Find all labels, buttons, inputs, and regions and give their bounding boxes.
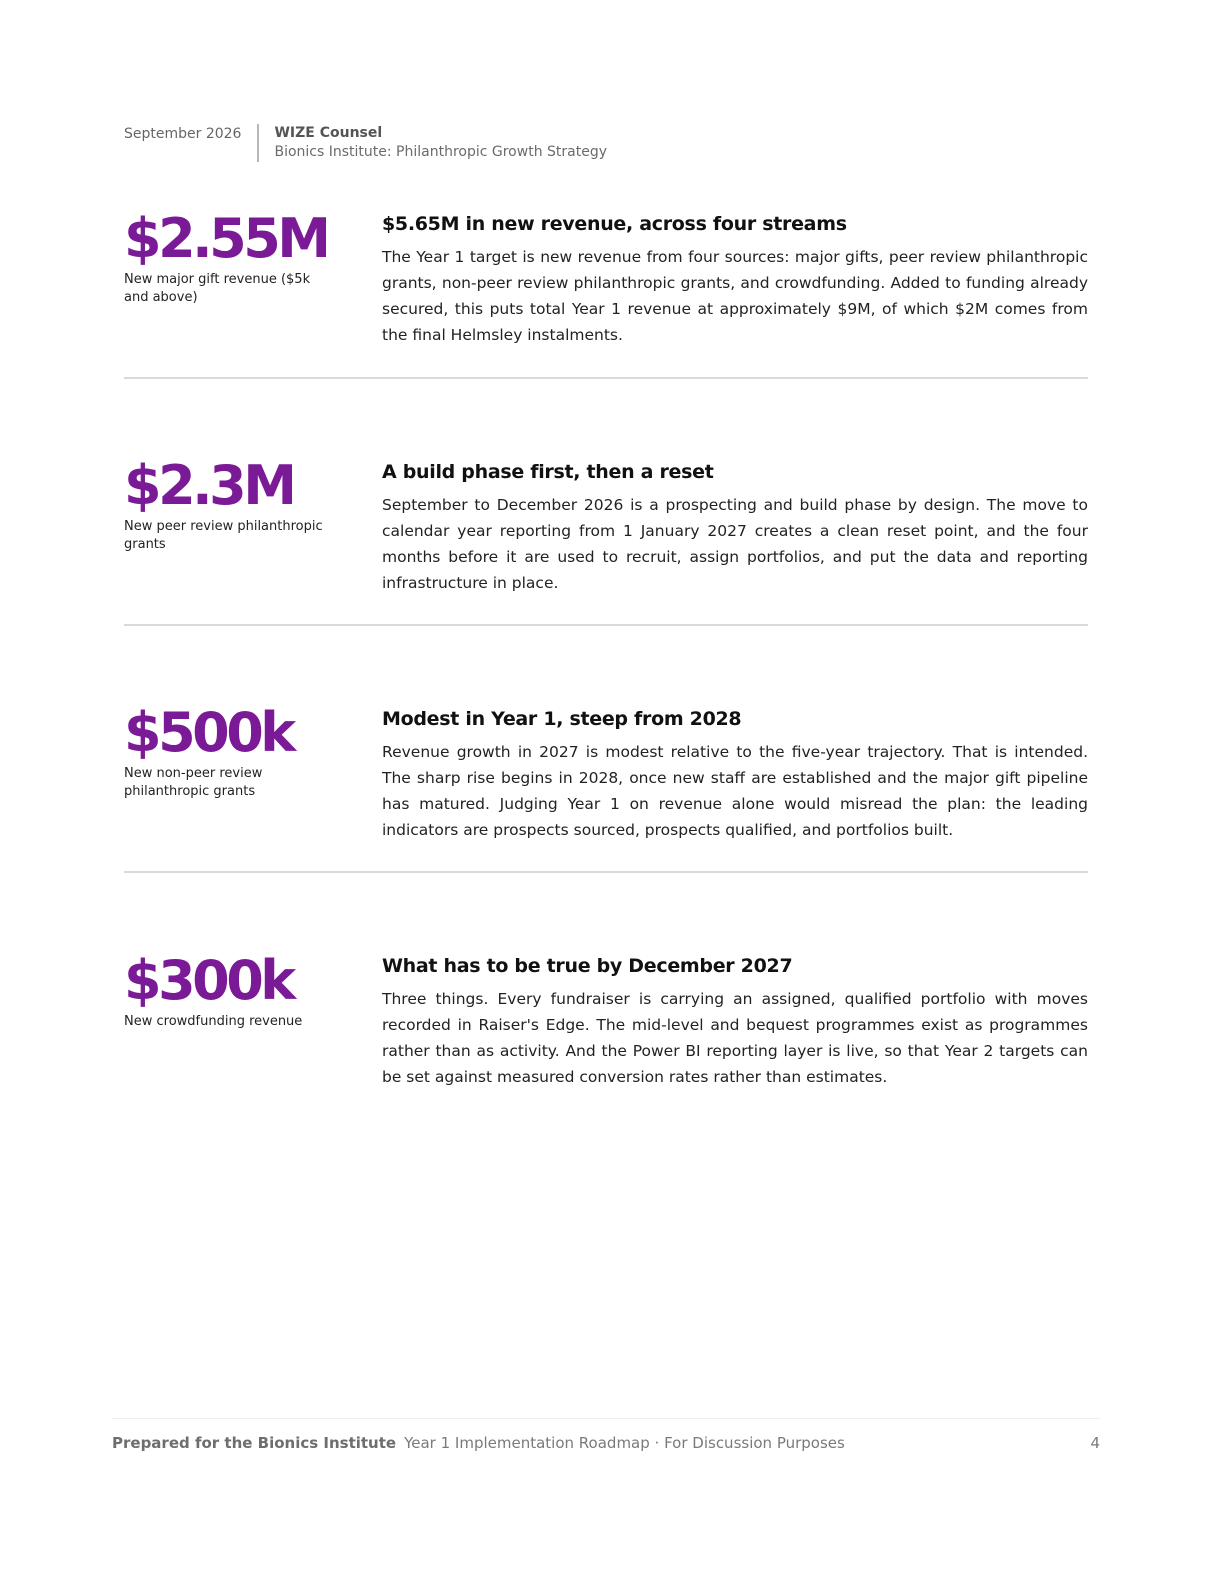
section-divider [124,624,1088,626]
header-subtitle: Bionics Institute: Philanthropic Growth Strategy [274,144,607,160]
footer-divider [112,1418,1100,1419]
stat-label: New non-peer review philanthropic grants [124,766,263,799]
stat-label: New major gift revenue ($5k and above) [124,272,311,305]
section-text: September to December 2026 is a prospecting and build phase by design. The move to calendar year reporting from 1 January 2027 creates a clean reset point, and the four months before it are used to recruit, assign portfolios, and put the data and reporting infrastructure in place. [382,496,1088,592]
stat-block [124,951,334,1031]
footer-description: Year 1 Implementation Roadmap · For Discussion Purposes [404,1434,845,1452]
page-number: 4 [1090,1434,1100,1452]
header-titles [259,124,607,162]
stat-value: $300k [124,949,293,1012]
section-divider [124,377,1088,379]
stat-value: $2.55M [124,207,328,270]
stat-label: New crowdfunding revenue [124,1014,303,1029]
header-org: WIZE Counsel [274,125,383,141]
stat-block [124,209,334,307]
section-body [382,460,1088,596]
footer-prepared-for: Prepared for the Bionics Institute [112,1434,397,1452]
section-title: What has to be true by December 2027 [382,955,793,977]
stat-value: $2.3M [124,454,294,517]
section-text: The Year 1 target is new revenue from four sources: major gifts, peer review philanthropic grants, non-peer review philanthropic grants, and crowdfunding. Added to funding already secured, this puts total Year 1 revenue at approximately $9M, of which $2M comes from the final Helmsley instalments. [382,248,1088,344]
page-footer [112,1433,1100,1453]
section-title: A build phase first, then a reset [382,461,714,483]
section-body [382,954,1088,1090]
section-text: Revenue growth in 2027 is modest relative to the five-year trajectory. That is intended. The sharp rise begins in 2028, once new staff are established and the major gift pipeline has matured. Judging Year 1 on revenue alone would misread the plan: the leading indicators are prospects sourced, prospects qualified, and portfolios built. [382,743,1088,839]
section-body [382,212,1088,348]
page-header [124,124,607,162]
section-title: $5.65M in new revenue, across four streams [382,213,847,235]
section-text: Three things. Every fundraiser is carrying an assigned, qualified portfolio with moves recorded in Raiser's Edge. The mid-level and bequest programmes exist as programmes rather than as activity. And the Power BI reporting layer is live, so that Year 2 targets can be set against measured conversion rates rather than estimates. [382,990,1088,1086]
section-divider [124,871,1088,873]
header-date: September 2026 [124,126,242,142]
section-body [382,707,1088,843]
stat-block [124,456,334,554]
stat-value: $500k [124,701,293,764]
section-title: Modest in Year 1, steep from 2028 [382,708,742,730]
stat-label: New peer review philanthropic grants [124,519,323,552]
stat-block [124,703,334,801]
